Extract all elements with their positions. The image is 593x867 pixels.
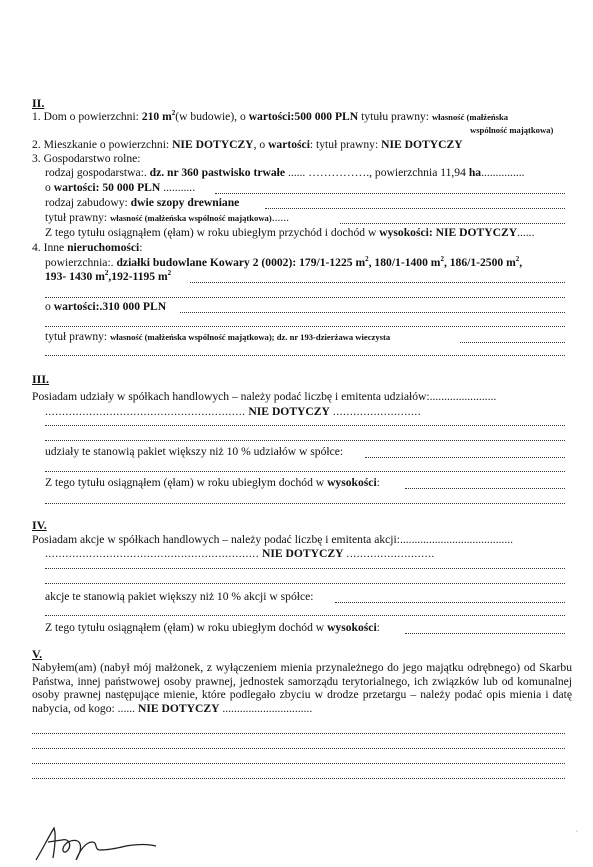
apartment-title-value: NIE DOTYCZY (381, 138, 463, 151)
house-area: 210 $m^2$ (141, 109, 176, 123)
farm-income-label: Z tego tytułu osiągnąłem (ęłam) w roku ubiegłym przychód i dochód w (45, 226, 377, 239)
farm-area-dots: ............... (481, 166, 525, 179)
shares-income-fill-line (405, 488, 565, 489)
farm-type-row (45, 166, 525, 179)
farm-title-fill-line (340, 223, 565, 224)
other-property-value: :.310 000 PLN (95, 300, 167, 313)
other-property-title-row (45, 330, 390, 344)
item-farm-label: 3. Gospodarstwo rolne: (32, 152, 141, 165)
house-title-label: tytułu prawny: (361, 110, 430, 123)
stocks-10pct-fill-line (335, 602, 565, 603)
other-property-value-row (45, 300, 166, 313)
stocks-value-dots-right: .......................... (346, 547, 435, 560)
item-house-label: 1. Dom o powierzchni: (32, 110, 139, 123)
other-property-area-row (45, 256, 522, 269)
farm-title-dots: ...... (271, 211, 290, 224)
other-property-heading: nieruchomości (67, 241, 140, 254)
apartment-value-label: wartości (268, 138, 310, 151)
section-iii-heading: III. (32, 372, 50, 386)
other-property-blank-line-1 (45, 297, 565, 298)
farm-buildings-label: rodzaj zabudowy: (45, 196, 128, 209)
house-title-value-cont: wspólność majątkowa) (470, 125, 554, 135)
other-property-area-cont: 193- 1430 $m^2,192-1195$ $m^2$ (45, 269, 172, 283)
shares-value-row (45, 405, 421, 418)
stocks-blank-line-2 (45, 583, 565, 584)
farm-value-fill-line (215, 193, 565, 194)
shares-income-row (45, 476, 380, 489)
acquisition-blank-line-2 (32, 748, 565, 749)
section-iv-heading: IV. (32, 518, 47, 532)
page-mark: ˚ (576, 831, 578, 837)
farm-income-value: : NIE DOTYCZY (428, 226, 518, 239)
stocks-income-row (45, 621, 380, 634)
other-property-value-label: wartości (53, 300, 96, 313)
house-status: (w budowie), o (175, 110, 246, 123)
stocks-value: NIE DOTYCZY (262, 547, 344, 560)
other-property-title-label: tytuł prawny: (45, 330, 108, 343)
shares-income-label: Z tego tytułu osiągnąłem (ęłam) w roku ubiegłym dochód w (45, 476, 325, 489)
farm-value: : 50 000 PLN (95, 181, 161, 194)
acquisition-dots: ............................... (222, 701, 313, 715)
shares-blank-line-2 (45, 440, 565, 441)
shares-10pct-fill-line (365, 457, 565, 458)
shares-value: NIE DOTYCZY (248, 405, 330, 418)
acquisition-text: Nabyłem(am) (nabył mój małżonek, z wyłączeniem mienia przynależnego do jego majątku odrębnego) od Skarbu Państwa, innej państwowej osoby prawnej, jednostek samorządu terytorialnego, ich związków lub od komunalnej osoby prawnej następujące mienie, które podlegało zbyciu w drodze przetargu – należy podać opis mienia i datę nabycia, od kogo: ...... (32, 661, 572, 715)
stocks-income-colon: : (376, 621, 380, 634)
other-property-title-value: własność (małżeńska wspólność majątkowa); dz. nr 193-dzierżawa wieczysta (110, 332, 391, 342)
shares-10pct-label: udziały te stanowią pakiet większy niż 10 % udziałów w spółce: (45, 445, 344, 458)
stocks-value-dots-left: ............................................................... (45, 547, 260, 560)
farm-area-unit: ha (468, 166, 482, 179)
stocks-income-fill-line (405, 633, 565, 634)
acquisition-value: NIE DOTYCZY (137, 701, 220, 715)
stocks-blank-line-1 (45, 568, 565, 569)
stocks-10pct-label: akcje te stanowią pakiet większy niż 10 % akcji w spółce: (45, 590, 314, 603)
farm-value-prefix: o (45, 181, 51, 194)
stocks-income-amount-label: wysokości (327, 621, 377, 634)
shares-label: Posiadam udziały w spółkach handlowych – należy podać liczbę i emitenta udziałów:....................... (32, 390, 497, 403)
shares-blank-line-3 (45, 471, 565, 472)
farm-buildings-value: dwie szopy drewniane (130, 196, 240, 209)
acquisition-blank-line-4 (32, 778, 565, 779)
farm-buildings-row (45, 196, 239, 209)
apartment-label: 2. Mieszkanie o powierzchni: (32, 138, 170, 151)
stocks-value-row (45, 547, 435, 560)
signature (28, 820, 168, 866)
other-property-label: 4. Inne (32, 241, 65, 254)
shares-blank-line-4 (45, 503, 565, 504)
shares-income-amount-label: wysokości (327, 476, 377, 489)
item-other-property (32, 241, 142, 254)
farm-type-label: rodzaj gospodarstwa:. (45, 166, 147, 179)
stocks-income-label: Z tego tytułu osiągnąłem (ęłam) w roku ubiegłym dochód w (45, 621, 325, 634)
farm-income-amount-label: wysokości (379, 226, 429, 239)
farm-buildings-fill-line (265, 208, 565, 209)
section-v-heading: V. (32, 647, 43, 661)
shares-blank-line-1 (45, 425, 565, 426)
other-property-value-prefix: o (45, 300, 51, 313)
farm-area-label: ...... ……………., powierzchnia 11,94 (287, 166, 466, 179)
farm-title-label: tytuł prawny: (45, 211, 108, 224)
farm-title-value: własność (małżeńska wspólność majątkowa) (110, 213, 272, 223)
other-property-value-fill-line (180, 312, 565, 313)
apartment-value: NIE DOTYCZY (172, 138, 254, 151)
apartment-title-label: : tytuł prawny: (309, 138, 379, 151)
other-property-blank-line-3 (45, 355, 565, 356)
acquisition-paragraph (32, 661, 572, 715)
apartment-sep: , o (253, 138, 266, 151)
farm-income-row (45, 226, 534, 239)
farm-value-label: wartości (53, 181, 96, 194)
other-property-area-fill-line (190, 282, 565, 283)
section-ii-heading: II. (32, 96, 45, 110)
farm-type-value: dz. nr 360 pastwisko trwałe (149, 166, 286, 179)
stocks-blank-line-3 (45, 615, 565, 616)
farm-income-dots: ...... (517, 226, 535, 239)
house-title-value: własność (małżeńska (431, 112, 509, 122)
item-house (32, 110, 508, 124)
other-property-colon: : (139, 241, 143, 254)
house-value: wartości:500 000 PLN (248, 110, 359, 123)
farm-value-dots: ........... (163, 181, 196, 194)
shares-income-colon: : (376, 476, 380, 489)
shares-value-dots-left: ........................................................... (45, 405, 246, 418)
stocks-label: Posiadam akcje w spółkach handlowych – należy podać liczbę i emitenta akcji:....................................... (32, 533, 514, 546)
farm-title-row (45, 211, 289, 225)
other-property-title-fill-line (460, 342, 565, 343)
acquisition-blank-line-3 (32, 763, 565, 764)
shares-value-dots-right: .......................... (332, 405, 422, 418)
other-property-area-value: działki budowlane Kowary 2 (0002): 179/1-1225 $m^2$, 180/1-1400 $m^2$, 186/1-2500 $m^2$, (116, 255, 523, 269)
acquisition-blank-line-1 (32, 733, 565, 734)
farm-value-row (45, 181, 195, 194)
item-apartment (32, 138, 463, 151)
other-property-area-label: powierzchnia:. (45, 256, 114, 269)
other-property-blank-line-2 (45, 326, 565, 327)
